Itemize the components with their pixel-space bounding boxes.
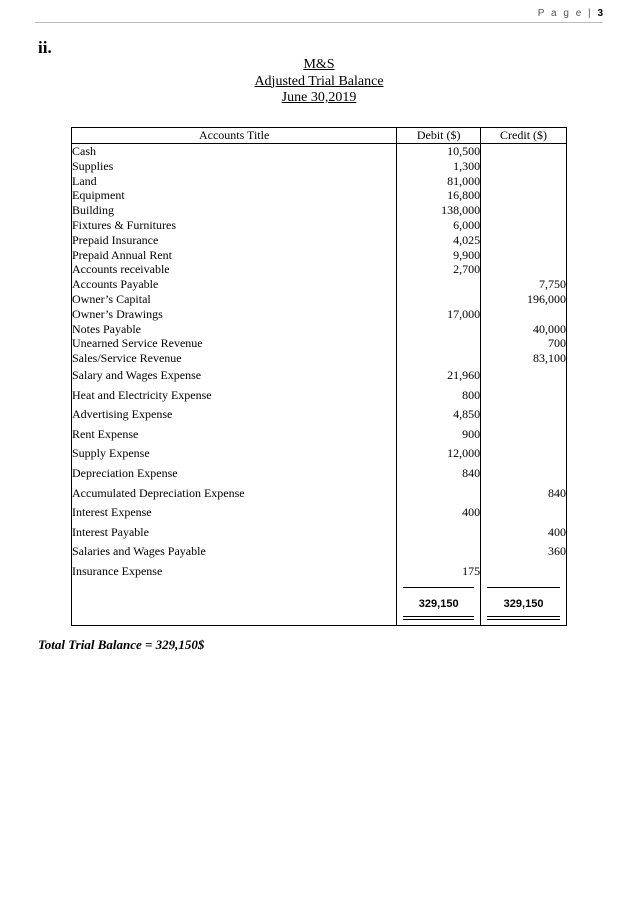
debit-cell: 175 (397, 562, 481, 582)
credit-cell (481, 159, 567, 174)
debit-cell: 400 (397, 503, 481, 523)
debit-cell (397, 484, 481, 504)
table-row (72, 277, 567, 292)
report-title: Adjusted Trial Balance (254, 73, 384, 89)
debit-cell: 4,025 (397, 233, 481, 248)
account-cell: Depreciation Expense (72, 464, 397, 484)
page-separator: | (588, 8, 593, 19)
account-cell: Accounts Payable (72, 277, 397, 292)
debit-cell (397, 523, 481, 543)
credit-cell (481, 203, 567, 218)
debit-cell: 9,900 (397, 248, 481, 263)
account-cell: Rent Expense (72, 425, 397, 445)
credit-cell (481, 444, 567, 464)
account-cell: Notes Payable (72, 322, 397, 337)
debit-total: 329,150 (418, 598, 459, 611)
page-label: P a g e (537, 8, 584, 19)
credit-double-rule-bottom (487, 619, 560, 620)
debit-cell (397, 277, 481, 292)
credit-cell (481, 188, 567, 203)
title-block (0, 57, 638, 107)
account-cell: Heat and Electricity Expense (72, 386, 397, 406)
table-row (72, 203, 567, 218)
debit-cell: 21,960 (397, 366, 481, 386)
credit-cell (481, 405, 567, 425)
trial-balance-table (71, 127, 567, 626)
table-row (72, 336, 567, 351)
table-row (72, 425, 567, 445)
account-cell: Unearned Service Revenue (72, 336, 397, 351)
debit-cell: 2,700 (397, 262, 481, 277)
credit-cell: 83,100 (481, 351, 567, 366)
account-cell: Prepaid Annual Rent (72, 248, 397, 263)
table-row (72, 262, 567, 277)
total-trial-balance-note: Total Trial Balance = 329,150$ (38, 637, 205, 652)
debit-cell (397, 542, 481, 562)
account-cell: Cash (72, 144, 397, 159)
credit-cell: 7,750 (481, 277, 567, 292)
credit-cell: 40,000 (481, 322, 567, 337)
table-row (72, 503, 567, 523)
debit-cell: 10,500 (397, 144, 481, 159)
table-row (72, 233, 567, 248)
debit-cell: 800 (397, 386, 481, 406)
table-row (72, 405, 567, 425)
company-name: M&S (303, 57, 335, 72)
debit-double-rule-top (403, 616, 474, 617)
totals-label-cell (72, 581, 397, 626)
account-cell: Interest Expense (72, 503, 397, 523)
table-row (72, 464, 567, 484)
account-cell: Owner’s Drawings (72, 307, 397, 322)
table-row (72, 351, 567, 366)
table-row (72, 366, 567, 386)
debit-cell: 138,000 (397, 203, 481, 218)
credit-cell (481, 218, 567, 233)
table-row (72, 484, 567, 504)
credit-cell: 840 (481, 484, 567, 504)
account-cell: Accounts receivable (72, 262, 397, 277)
credit-cell (481, 386, 567, 406)
credit-cell (481, 144, 567, 159)
credit-total-cell (481, 581, 567, 626)
debit-cell: 4,850 (397, 405, 481, 425)
account-cell: Insurance Expense (72, 562, 397, 582)
table-row (72, 542, 567, 562)
account-cell: Owner’s Capital (72, 292, 397, 307)
table-row (72, 322, 567, 337)
account-cell: Land (72, 174, 397, 189)
report-date: June 30,2019 (281, 90, 357, 105)
account-cell: Fixtures & Furnitures (72, 218, 397, 233)
credit-cell: 400 (481, 523, 567, 543)
table-row (72, 159, 567, 174)
debit-cell: 840 (397, 464, 481, 484)
account-cell: Accumulated Depreciation Expense (72, 484, 397, 504)
credit-cell: 360 (481, 542, 567, 562)
debit-cell: 1,300 (397, 159, 481, 174)
table-row (72, 292, 567, 307)
table-row (72, 174, 567, 189)
table-row (72, 144, 567, 159)
credit-total: 329,150 (503, 598, 544, 611)
debit-cell: 16,800 (397, 188, 481, 203)
header-debit: Debit ($) (397, 128, 481, 144)
credit-cell (481, 464, 567, 484)
credit-cell (481, 366, 567, 386)
totals-row (72, 581, 567, 626)
table-row (72, 386, 567, 406)
table-row (72, 562, 567, 582)
account-cell: Sales/Service Revenue (72, 351, 397, 366)
page-number: 3 (597, 8, 603, 19)
account-cell: Advertising Expense (72, 405, 397, 425)
debit-total-cell (397, 581, 481, 626)
debit-cell: 6,000 (397, 218, 481, 233)
debit-cell: 17,000 (397, 307, 481, 322)
account-cell: Salary and Wages Expense (72, 366, 397, 386)
credit-total-rule (487, 587, 560, 588)
debit-total-rule (403, 587, 474, 588)
credit-cell (481, 562, 567, 582)
debit-cell (397, 292, 481, 307)
header-rule (35, 22, 603, 23)
table-row (72, 248, 567, 263)
credit-cell (481, 307, 567, 322)
table-row (72, 444, 567, 464)
credit-cell (481, 174, 567, 189)
debit-cell: 12,000 (397, 444, 481, 464)
credit-cell (481, 262, 567, 277)
account-cell: Equipment (72, 188, 397, 203)
table-row (72, 188, 567, 203)
debit-cell: 81,000 (397, 174, 481, 189)
account-cell: Supply Expense (72, 444, 397, 464)
table-header-row (72, 128, 567, 144)
debit-double-rule-bottom (403, 619, 474, 620)
debit-cell (397, 351, 481, 366)
credit-cell: 196,000 (481, 292, 567, 307)
debit-cell (397, 336, 481, 351)
account-cell: Building (72, 203, 397, 218)
header-accounts-title: Accounts Title (72, 128, 397, 144)
header-credit: Credit ($) (481, 128, 567, 144)
account-cell: Supplies (72, 159, 397, 174)
debit-cell: 900 (397, 425, 481, 445)
table-row (72, 307, 567, 322)
account-cell: Salaries and Wages Payable (72, 542, 397, 562)
section-label: ii. (38, 38, 52, 57)
account-cell: Prepaid Insurance (72, 233, 397, 248)
credit-cell (481, 248, 567, 263)
credit-cell (481, 425, 567, 445)
account-cell: Interest Payable (72, 523, 397, 543)
debit-cell (397, 322, 481, 337)
credit-double-rule-top (487, 616, 560, 617)
table-row (72, 218, 567, 233)
credit-cell: 700 (481, 336, 567, 351)
page-header (538, 8, 603, 19)
credit-cell (481, 233, 567, 248)
table-row (72, 523, 567, 543)
credit-cell (481, 503, 567, 523)
